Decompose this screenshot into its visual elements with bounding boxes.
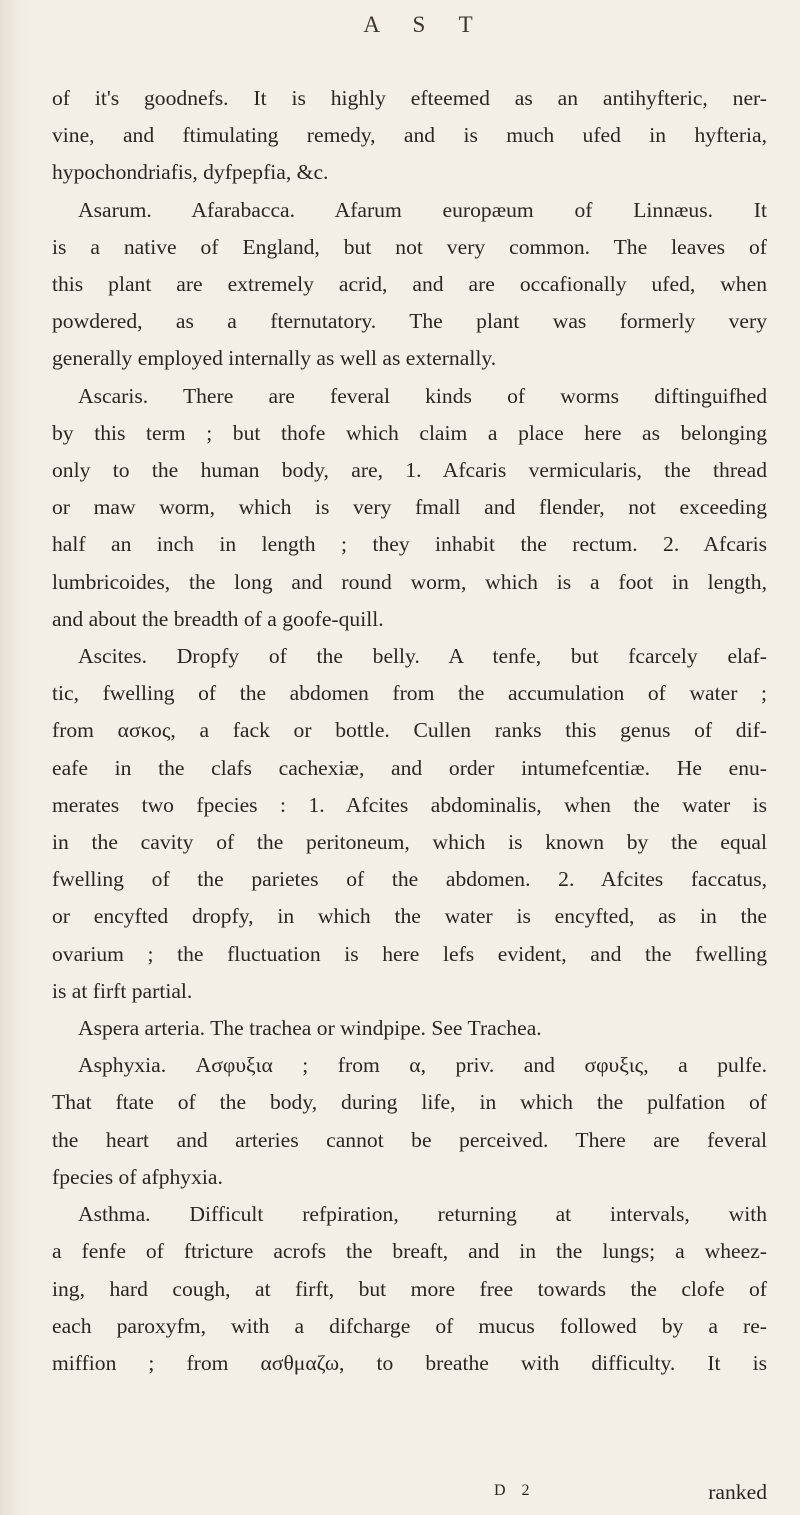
body-text — [52, 80, 767, 1382]
text-line: is at firft partial. — [52, 978, 193, 1003]
text-line: by this term ; but thofe which claim a place here as belonging — [52, 420, 767, 445]
text-line: the heart and arteries cannot be perceived. There are feveral — [52, 1127, 767, 1152]
page-edge-shadow — [0, 0, 28, 1515]
text-line: this plant are extremely acrid, and are occafionally ufed, when — [52, 272, 767, 297]
text-line: in the cavity of the peritoneum, which is known by the equal — [52, 830, 767, 855]
text-line: and about the breadth of a goofe-quill. — [52, 606, 384, 631]
text-line: vine, and ftimulating remedy, and is much ufed in hyfteria, — [52, 123, 767, 148]
text-line: Asarum. Afarabacca. Afarum europæum of Linnæus. It — [78, 197, 767, 222]
text-line: a fenfe of ftricture acrofs the breaft, and in the lungs; a wheez- — [52, 1239, 767, 1264]
text-line: Aspera arteria. The trachea or windpipe. See Trachea. — [78, 1016, 542, 1041]
text-line: only to the human body, are, 1. Afcaris vermicularis, the thread — [52, 458, 767, 483]
text-line: each paroxyfm, with a difcharge of mucus followed by a re- — [52, 1313, 767, 1338]
text-line: half an inch in length ; they inhabit the rectum. 2. Afcaris — [52, 532, 767, 557]
text-line: or encyfted dropfy, in which the water is encyfted, as in the — [52, 904, 767, 929]
running-head: A S T — [363, 12, 487, 37]
text-line: generally employed internally as well as externally. — [52, 346, 497, 371]
text-line: fpecies of afphyxia. — [52, 1164, 223, 1189]
text-line: Asthma. Difficult refpiration, returning at intervals, with — [78, 1202, 767, 1227]
text-line: miffion ; from ασθμαζω, to breathe with difficulty. It is — [52, 1350, 767, 1375]
text-line: tic, fwelling of the abdomen from the accumulation of water ; — [52, 681, 767, 706]
text-line: Ascites. Dropfy of the belly. A tenfe, but fcarcely elaf- — [78, 644, 767, 669]
catchword: ranked — [708, 1480, 767, 1504]
text-line: eafe in the clafs cachexiæ, and order intumefcentiæ. He enu- — [52, 755, 767, 780]
text-line: from ασκος, a fack or bottle. Cullen ranks this genus of dif- — [52, 718, 767, 743]
text-line: or maw worm, which is very fmall and flender, not exceeding — [52, 495, 767, 520]
text-line: fwelling of the parietes of the abdomen. 2. Afcites faccatus, — [52, 867, 767, 892]
text-line: ovarium ; the fluctuation is here lefs evident, and the fwelling — [52, 941, 767, 966]
text-line: powdered, as a fternutatory. The plant was formerly very — [52, 309, 767, 334]
text-line: ing, hard cough, at firft, but more free towards the clofe of — [52, 1276, 767, 1301]
text-line: is a native of England, but not very common. The leaves of — [52, 234, 767, 259]
text-line: lumbricoides, the long and round worm, which is a foot in length, — [52, 569, 767, 594]
text-line: Asphyxia. Ασφυξια ; from α, priv. and σφυξις, a pulfe. — [78, 1053, 767, 1078]
text-line: of it's goodnefs. It is highly efteemed as an antihyfteric, ner- — [52, 86, 767, 110]
text-line: hypochondriafis, dyfpepfia, &c. — [52, 160, 329, 185]
text-line: merates two fpecies : 1. Afcites abdominalis, when the water is — [52, 792, 767, 817]
text-line: That ftate of the body, during life, in which the pulfation of — [52, 1090, 767, 1115]
signature-mark: D 2 — [494, 1482, 536, 1499]
text-line: Ascaris. There are feveral kinds of worms diftinguifhed — [78, 383, 767, 408]
